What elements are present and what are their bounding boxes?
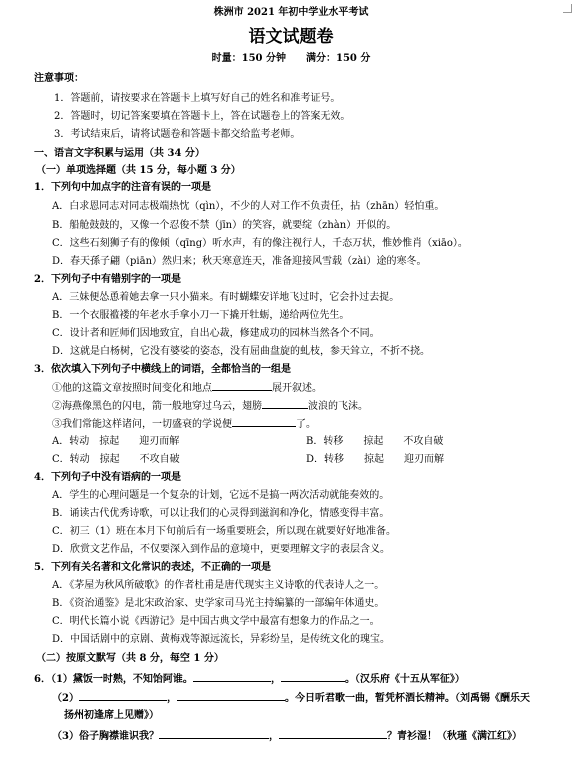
- fill-sentence: [52, 397, 368, 415]
- option: A．学生的心理问题是一个复杂的计划，它远不是搞一两次活动就能奏效的。: [52, 490, 390, 501]
- answer-blank: [232, 415, 296, 427]
- option: D．转移 掠起 迎刃而解: [306, 454, 445, 465]
- option: B．诵读古代优秀诗歌，可以让我们的心灵得到滋润和净化，情感变得丰富。: [52, 508, 390, 519]
- notice-item: 2．答题时，切记答案要填在答题卡上，答在试题卷上的答案无效。: [54, 111, 351, 122]
- answer-blank: [79, 689, 167, 701]
- option: B．转移 掠起 不攻自破: [306, 436, 444, 447]
- dictation-prompt: （3）俗子胸襟谁识我？: [52, 731, 159, 742]
- option: D．欣赏文艺作品，不仅要深入到作品的意境中，更要理解文字的表层含义。: [52, 544, 391, 555]
- notice-title: 注意事项：: [34, 73, 84, 84]
- option: D．这就是白杨树，它没有婆娑的姿态，没有屈曲盘旋的虬枝，参天耸立，不折不挠。: [52, 346, 431, 357]
- dictation-prompt: （2）: [52, 693, 79, 704]
- sentence-text: ②海燕像黑色的闪电，箭一般地穿过乌云，翅膀: [52, 401, 262, 412]
- option: C．这些石刻狮子有的像倾（qīng）听水声，有的像注视行人，千态万状，惟妙惟肖（xiāo）。: [52, 238, 468, 249]
- answer-blank: [159, 727, 269, 739]
- question-line: （2） ， 。今日听君歌一曲，暂凭杯酒长精神。（刘禹锡《酬乐天: [52, 689, 530, 707]
- option: B．《资治通鉴》是北宋政治家、史学家司马光主持编纂的一部编年体通史。: [52, 598, 385, 609]
- fill-sentence: [52, 415, 316, 433]
- question-stem: 1．下列句中加点字的注音有误的一项是: [34, 182, 211, 193]
- dictation-source-cont: 扬州初逢席上见赠》）: [64, 710, 159, 721]
- page-title: 语文试题卷: [248, 27, 334, 47]
- dictation-source: 。（汉乐府《十五从军征》）: [344, 674, 465, 685]
- question-line: 6．（1）黛饭一时熟，不知饴阿谁。 ， 。（汉乐府《十五从军征》）: [34, 670, 465, 688]
- question-stem: 3．依次填入下列句子中横线上的词语，全都恰当的一组是: [34, 364, 291, 375]
- sentence-text: 了。: [296, 419, 316, 430]
- exam-line: 株洲市 2021 年初中学业水平考试: [213, 7, 369, 18]
- question-stem: 4．下列句子中没有语病的一项是: [34, 472, 181, 483]
- answer-blank: [193, 670, 271, 682]
- fill-sentence: [52, 379, 322, 397]
- option: B．一个衣服褴褛的年老水手拿小刀一下撬开牡蛎，递给两位先生。: [52, 310, 350, 321]
- notice-item: 3．考试结束后，请将试题卷和答题卡都交给监考老师。: [54, 129, 301, 140]
- option: A．三妹便怂恿着她去拿一只小猫来。有时蝴蝶安详地飞过时，它会扑过去捉。: [52, 292, 400, 303]
- sentence-text: ③我们常能这样诸问，一切盛衰的学说便: [52, 419, 232, 430]
- answer-blank: [212, 379, 272, 391]
- section-title: 一、语言文字积累与运用（共 34 分）: [34, 148, 205, 159]
- answer-blank: [279, 727, 387, 739]
- answer-blank: [177, 689, 285, 701]
- option: D．春天孫子翩（piān）然归来；秋天寒意连天，准备迎接风雪载（zài）途的寒冬。: [52, 256, 427, 267]
- option: D．中国话剧中的京剧、黄梅戏等源远流长，异彩纷呈，是传统文化的瑰宝。: [52, 634, 391, 645]
- option: C．明代长篇小说《西游记》是中国古典文学中最富有想象力的作品之一。: [52, 616, 380, 627]
- option: C．设计者和匠师们因地致宜，自出心裁，修建成功的园林当然各个不同。: [52, 328, 380, 339]
- sentence-text: 波浪的飞沫。: [308, 401, 368, 412]
- notice-item: 1．答题前，请按要求在答题卡上填写好自己的姓名和准考证号。: [54, 93, 341, 104]
- answer-blank: [281, 670, 345, 682]
- dictation-source: ？青衫湿！（秋瑾《满江红》）: [386, 731, 522, 742]
- sentence-text: 展开叙述。: [272, 383, 322, 394]
- question-number: 6．: [34, 674, 51, 685]
- section-subtitle: （一）单项选择题（共 15 分，每小题 3 分）: [36, 165, 241, 176]
- option: A．白求恩同志对同志极端热忱（qìn），不少的人对工作不负责任，拈（zhān）轻怕重。: [52, 201, 445, 212]
- time-info: 时量：150 分钟 满分：150 分: [211, 53, 371, 64]
- dictation-prompt: （1）黛饭一时熟，不知饴阿谁。: [50, 674, 193, 685]
- question-line: （3）俗子胸襟谁识我？ ， ？青衫湿！（秋瑾《满江红》）: [52, 727, 522, 745]
- dictation-source: 。今日听君歌一曲，暂凭杯酒长精神。（刘禹锡《酬乐天: [284, 693, 530, 704]
- question-stem: 2．下列句子中有错别字的一项是: [34, 274, 181, 285]
- option: A．《茅屋为秋风所破歌》的作者杜甫是唐代现实主义诗歌的代表诗人之一。: [52, 580, 385, 591]
- option: B．船舱鼓鼓的，又像一个忍俊不禁（jīn）的笑容，就要绽（zhàn）开似的。: [52, 220, 397, 231]
- answer-blank: [262, 397, 308, 409]
- option: A．转动 掠起 迎刃而解: [52, 436, 180, 447]
- sentence-text: ①他的这篇文章按照时间变化和地点: [52, 383, 212, 394]
- option: C．转动 掠起 不攻自破: [52, 454, 180, 465]
- section-subtitle: （二）按原文默写（共 8 分，每空 1 分）: [36, 653, 224, 664]
- question-stem: 5．下列有关名著和文化常识的表述，不正确的一项是: [34, 562, 271, 573]
- option: C．初三（1）班在本月下旬前后有一场重要班会，所以现在就要好好地准备。: [52, 526, 397, 537]
